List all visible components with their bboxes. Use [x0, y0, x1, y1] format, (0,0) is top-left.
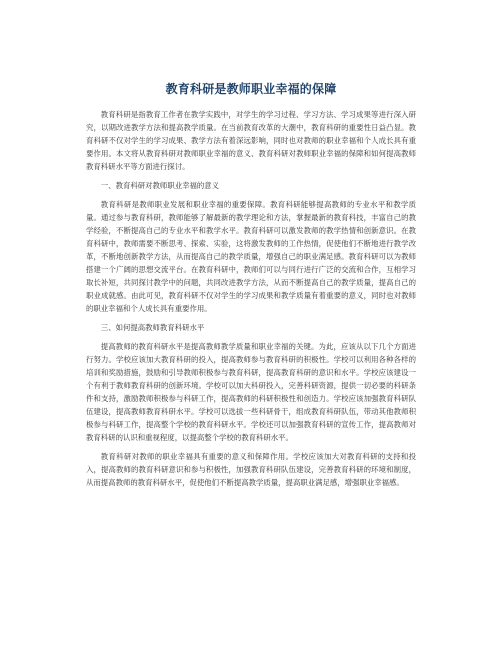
section-2-body: 提高教师的教育科研水平是提高教师教学质量和职业幸福的关键。为此，应该从以下几个方面进行努力。学校应该加大教育科研的投入，提高教师参与教育科研的积极性。学校可以利用各种各样的培训和奖励措施，鼓励和引导教师积极参与教育科研，提高教育科研的意识和水平。学校应该建设一个有利于教师教育科研的创新环境。学校可以加大科研投入，完善科研资源，提供一切必要的科研条件和支持，激励教师积极参与科研工作，提高教师的科研积极性和创造力。学校应该加强教育科研队伍建设，提高教师教育科研水平。学校可以选拔一些科研骨干，组成教育科研队伍，带动其他教师积极参与科研工作，提高整个学校的教育科研水平。学校还可以加强教育科研的宣传工作，提高教师对教育科研的认识和重视程度，以提高整个学校的教育科研水平。 — [86, 342, 416, 442]
conclusion-paragraph: 教育科研对教师的职业幸福具有重要的意义和保障作用。学校应该加大对教育科研的支持和投入，提高教师的教育科研意识和参与积极性，加强教育科研队伍建设，完善教育科研的环境和制度，从而提高教师的教育科研水平，促使他们不断提高教学质量，提高职业满足感，增强职业幸福感。 — [86, 452, 416, 487]
section-1-heading: 一、教育科研对教师职业幸福的意义 — [100, 181, 220, 190]
intro-paragraph: 教育科研是指教育工作者在教学实践中，对学生的学习过程、学习方法、学习成果等进行深入研究，以期改进教学方法和提高教学质量。在当前教育改革的大潮中，教育科研的重要性日益凸显。教育科研不仅对学生的学习成果、教学方法有着深远影响，同时也对教师的职业幸福和个人成长具有重要作用。本文将从教育科研对教师职业幸福的意义、教育科研对教师职业幸福的保障和如何提高教师教育科研水平等方面进行探讨。 — [86, 110, 416, 171]
document-title: 教育科研是教师职业幸福的保障 — [165, 82, 337, 96]
section-2-heading: 三、如何提高教师教育科研水平 — [100, 323, 205, 332]
section-1-body: 教育科研是教师职业发展和职业幸福的重要保障。教育科研能够提高教师的专业水平和教学质量。通过参与教育科研，教师能够了解最新的教学理论和方法，掌握最新的教育科技，丰富自己的教学经验，不断提高自己的专业水平和教学水平。教育科研可以激发教师的教学热情和创新意识。在教育科研中，教师需要不断思考、探索、实验，这将激发教师的工作热情，促使他们不断地进行教学改革，不断地创新教学方法，从而提高自己的教学质量，增强自己的职业满足感。教育科研可以为教师搭建一个广阔的思想交流平台。在教育科研中，教师们可以与同行进行广泛的交流和合作，互相学习取长补短，共同探讨教学中的问题，共同改进教学方法，从而不断提高自己的教学质量，提高自己的职业成就感。由此可见，教育科研不仅对学生的学习成果和教学质量有着重要的意义，同时也对教师的职业幸福和个人成长具有重要作用。 — [86, 200, 416, 313]
